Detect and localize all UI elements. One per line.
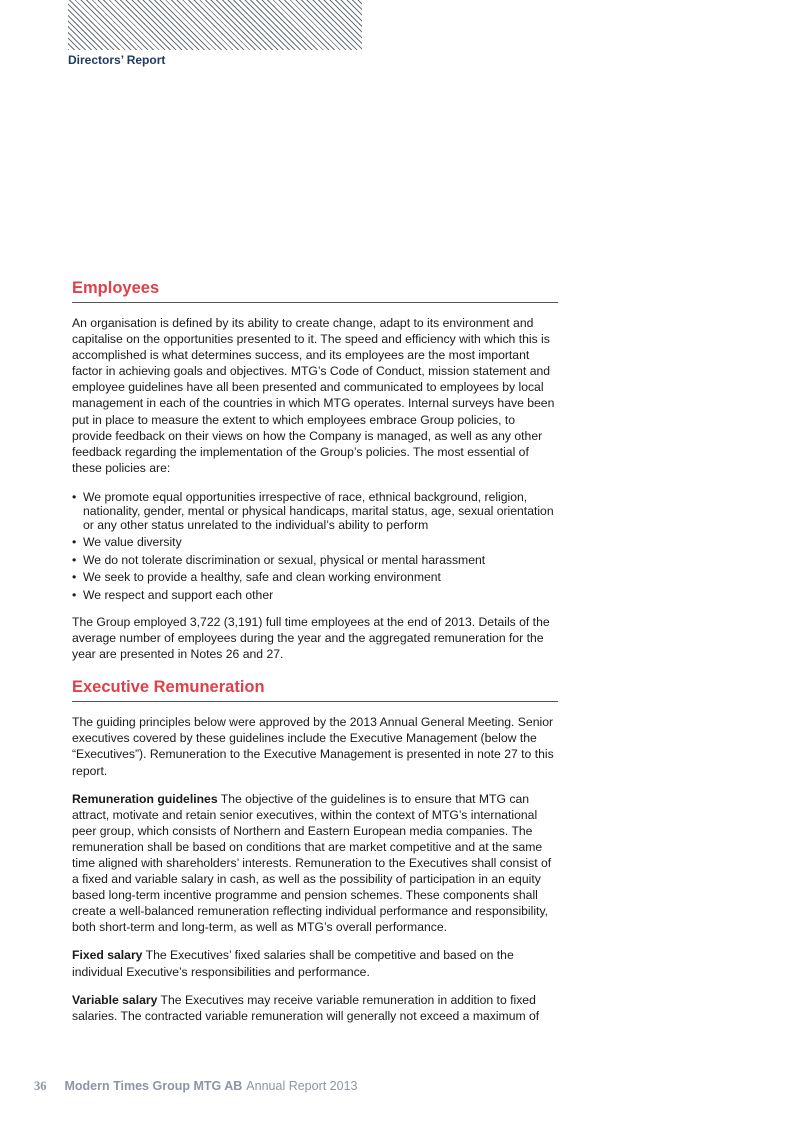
bullet-icon: •: [72, 570, 77, 585]
page-footer: [34, 1079, 358, 1094]
employees-heading: Employees: [72, 279, 558, 303]
list-item: • We respect and support each other: [72, 587, 274, 602]
policy-list: [72, 490, 558, 602]
footer-report: Annual Report 2013: [246, 1079, 358, 1093]
bullet-icon: •: [72, 535, 77, 550]
employees-closing: The Group employed 3,722 (3,191) full time employees at the end of 2013. Details of the average number of employees during the year and the aggregated remuneration for the year are presented in Notes 26 and 27.: [72, 614, 550, 662]
fixed-salary-text: The Executives’ fixed salaries shall be competitive and based on the individual Executive’s responsibilities and performance.: [72, 948, 514, 979]
remuneration-guidelines-label: Remuneration guidelines: [72, 791, 218, 806]
variable-salary-label: Variable salary: [72, 992, 158, 1007]
main-content: [72, 279, 558, 1024]
bullet-icon: •: [72, 552, 77, 567]
list-item: • We value diversity: [72, 535, 182, 550]
fixed-salary-label: Fixed salary: [72, 948, 143, 963]
executive-heading: Executive Remuneration: [72, 678, 558, 702]
bullet-icon: •: [72, 489, 77, 504]
remuneration-guidelines-text: The objective of the guidelines is to ensure that MTG can attract, motivate and retain senior executives, within the context of MTG’s international peer group, which consists of Northern and Eastern European media companies. The remuneration shall be based on conditions that are market competitive and at the same time aligned with shareholders’ interests. Remuneration to the Executives shall consist of a fixed and variable salary in cash, as well as the possibility of participation in an equity based long-term incentive programme and pension schemes. These components shall create a well-balanced remuneration reflecting individual performance and responsibility, both short-term and long-term, as well as MTG’s overall performance.: [72, 791, 552, 935]
fixed-salary-paragraph: [72, 947, 558, 979]
bullet-icon: •: [72, 587, 77, 602]
list-item: • We promote equal opportunities irrespective of race, ethnical background, religion, nationality, gender, mental or physical handicaps, marital status, age, sexual orientation or any other status unrelated to the individual’s ability to perform: [72, 489, 554, 532]
variable-salary-paragraph: [72, 992, 558, 1024]
executive-intro: The guiding principles below were approved by the 2013 Annual General Meeting. Senior executives covered by these guidelines include the Executive Management (below the “Executives”). Remuneration to the Executive Management is presented in note 27 to this report.: [72, 715, 554, 778]
employees-intro: An organisation is defined by its ability to create change, adapt to its environment and capitalise on the opportunities presented to it. The speed and efficiency with which this is accomplished is what determines success, and its employees are the most important factor in achieving goals and objectives. MTG’s Code of Conduct, mission statement and employee guidelines have all been presented and communicated to employees by local management in each of the countries in which MTG operates. Internal surveys have been put in place to measure the extent to which employees embrace Group policies, to provide feedback on their views on how the Company is managed, as well as any other feedback regarding the implementation of the Group’s policies. The most essential of these policies are:: [72, 316, 555, 475]
footer-company: Modern Times Group MTG AB: [64, 1079, 243, 1093]
list-item: • We seek to provide a healthy, safe and clean working environment: [72, 570, 441, 585]
page-number: 36: [34, 1079, 47, 1093]
list-item: • We do not tolerate discrimination or sexual, physical or mental harassment: [72, 552, 486, 567]
remuneration-guidelines-paragraph: [72, 791, 558, 936]
header-hatch-band: [68, 0, 362, 50]
section-label: Directors’ Report: [68, 53, 166, 67]
variable-salary-text: The Executives may receive variable remuneration in addition to fixed salaries. The contracted variable remuneration will generally not exceed a maximum of: [72, 992, 540, 1023]
